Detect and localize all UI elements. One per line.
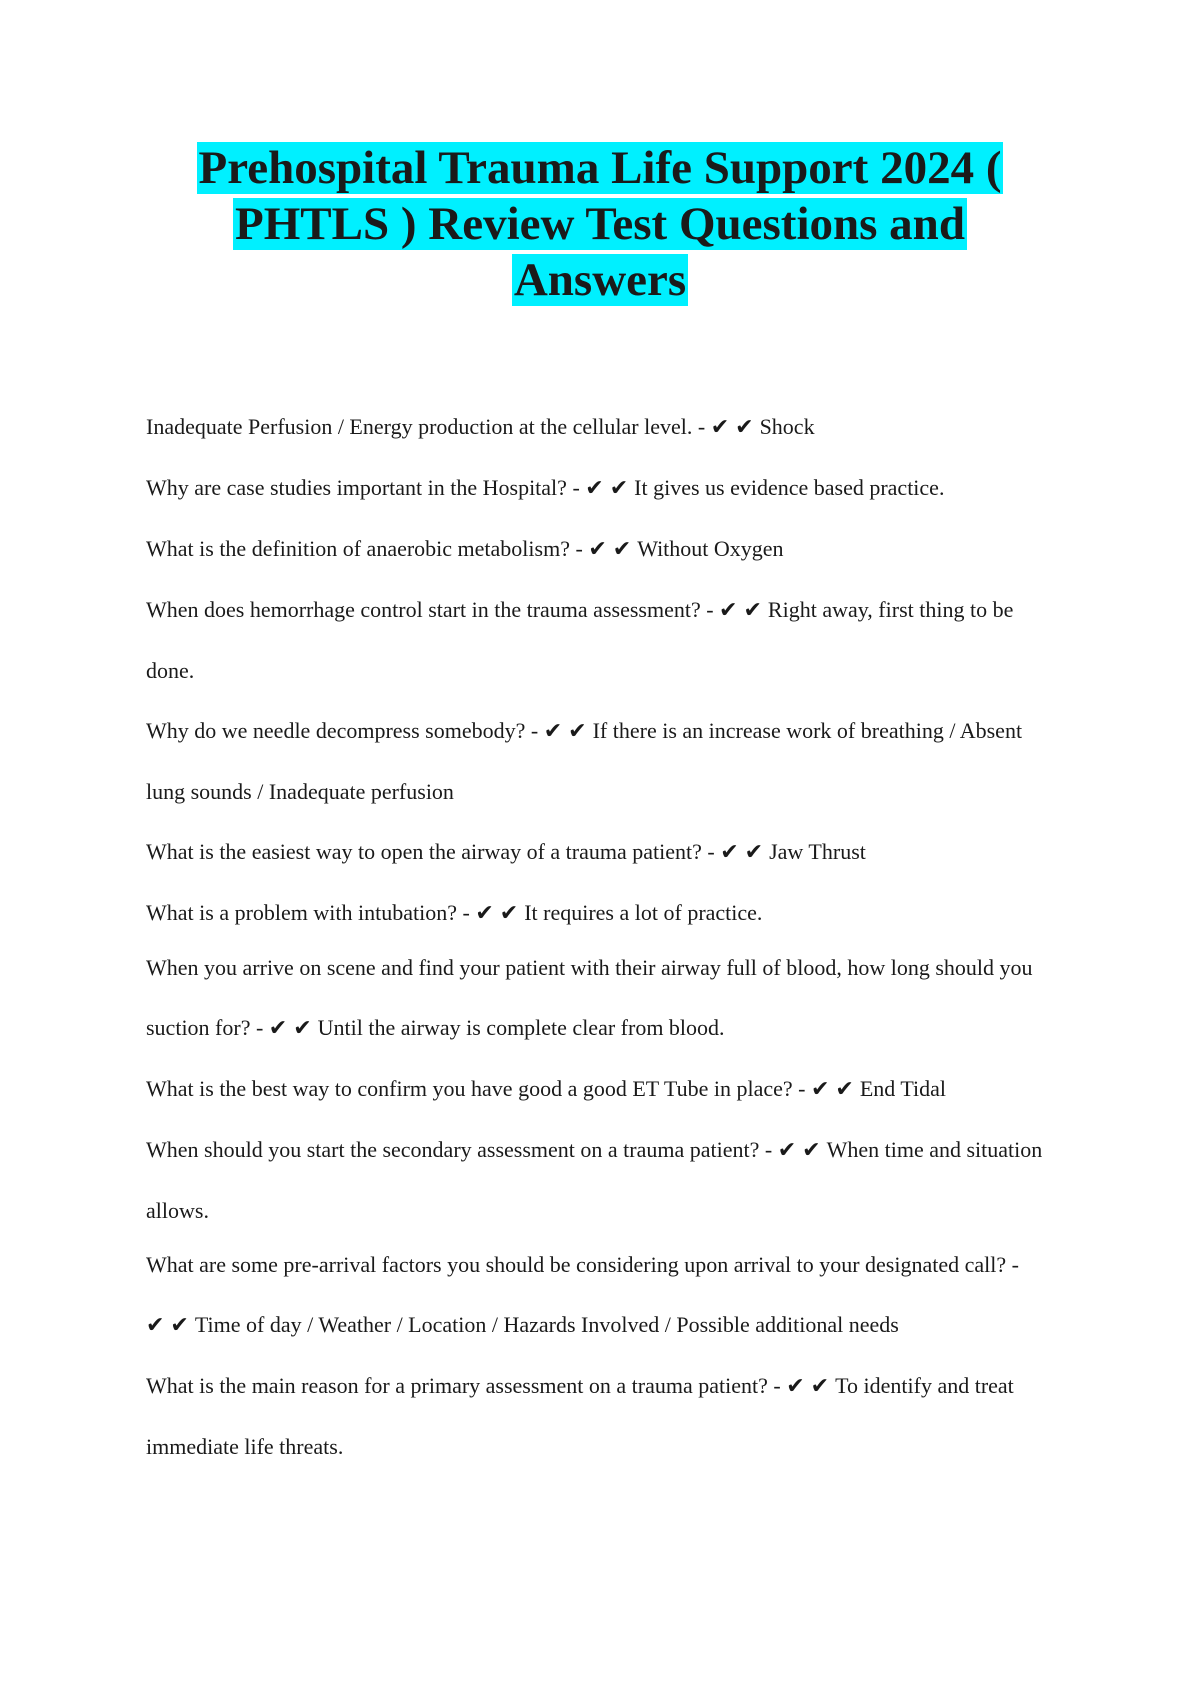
answer-text: Until the airway is complete clear from blood. (317, 1015, 725, 1040)
double-check-icon: ✔✔ (585, 476, 635, 501)
double-check-icon: ✔✔ (786, 1374, 836, 1399)
question-text: When does hemorrhage control start in the trauma assessment? (146, 597, 701, 622)
question-text: When you arrive on scene and find your patient with their airway full of blood, how long should you suction for? (146, 955, 1033, 1040)
answer-text: When time and situation allows. (146, 1137, 1043, 1223)
double-check-icon: ✔✔ (588, 537, 638, 562)
answer-text: Without Oxygen (637, 536, 784, 561)
answer-text: Time of day / Weather / Location / Hazards Involved / Possible additional needs (194, 1312, 899, 1337)
double-check-icon: ✔✔ (719, 598, 768, 623)
qa-list (146, 397, 1066, 1477)
qa-item: What is the main reason for a primary assessment on a trauma patient? - ✔✔To identify and treat immediate life threats. (146, 1373, 1014, 1459)
question-text: What is the main reason for a primary assessment on a trauma patient? (146, 1373, 768, 1398)
qa-item: What is the best way to confirm you have good a good ET Tube in place? - ✔✔End Tidal (146, 1076, 947, 1102)
qa-item: What are some pre-arrival factors you should be considering upon arrival to your designated call? - ✔✔Time of day / Weather / Location / Hazards Involved / Possible additional needs (146, 1252, 1019, 1338)
question-text: What are some pre-arrival factors you should be considering upon arrival to your designated call? (146, 1252, 1007, 1277)
answer-text: End Tidal (859, 1076, 947, 1101)
qa-item: Inadequate Perfusion / Energy production at the cellular level. - ✔✔Shock (146, 414, 815, 440)
answer-text: Jaw Thrust (769, 839, 866, 864)
answer-text: If there is an increase work of breathing / Absent lung sounds / Inadequate perfusion (146, 718, 1023, 804)
question-text: Inadequate Perfusion / Energy production at the cellular level. (146, 414, 693, 439)
qa-item: When should you start the secondary assessment on a trauma patient? - ✔✔When time and situation allows. (146, 1137, 1043, 1223)
qa-item: When does hemorrhage control start in the trauma assessment? - ✔✔Right away, first thing to be done. (146, 597, 1014, 683)
document-title (150, 140, 1050, 308)
qa-item: When you arrive on scene and find your patient with their airway full of blood, how long should you suction for? - ✔✔Until the airway is complete clear from blood. (146, 955, 1033, 1041)
qa-item: What is a problem with intubation? - ✔✔It requires a lot of practice. (146, 900, 763, 926)
answer-text: Right away, first thing to be done. (146, 597, 1014, 683)
question-text: What is the easiest way to open the airway of a trauma patient? (146, 839, 702, 864)
question-text: Why do we needle decompress somebody? (146, 718, 526, 743)
question-text: When should you start the secondary assessment on a trauma patient? (146, 1137, 760, 1162)
title-highlight: Prehospital Trauma Life Support 2024 ( PHTLS ) Review Test Questions and Answers (198, 142, 1002, 306)
qa-item: What is the easiest way to open the airway of a trauma patient? - ✔✔Jaw Thrust (146, 839, 866, 865)
qa-item: Why do we needle decompress somebody? - ✔✔If there is an increase work of breathing / Absent lung sounds / Inadequate perfusion (146, 718, 1023, 804)
double-check-icon: ✔✔ (810, 1077, 860, 1102)
double-check-icon: ✔✔ (475, 901, 525, 926)
double-check-icon: ✔✔ (710, 415, 760, 440)
question-text: What is a problem with intubation? (146, 900, 457, 925)
double-check-icon: ✔✔ (777, 1138, 827, 1163)
question-text: Why are case studies important in the Hospital? (146, 475, 567, 500)
double-check-icon: ✔✔ (268, 1016, 318, 1041)
answer-text: Shock (759, 414, 815, 439)
qa-item: Why are case studies important in the Hospital? - ✔✔It gives us evidence based practice. (146, 475, 945, 501)
double-check-icon: ✔✔ (146, 1313, 195, 1338)
question-text: What is the definition of anaerobic metabolism? (146, 536, 570, 561)
answer-text: It gives us evidence based practice. (634, 475, 945, 500)
question-text: What is the best way to confirm you have good a good ET Tube in place? (146, 1076, 793, 1101)
double-check-icon: ✔✔ (720, 840, 770, 865)
double-check-icon: ✔✔ (543, 719, 593, 744)
qa-item: What is the definition of anaerobic metabolism? - ✔✔Without Oxygen (146, 536, 784, 562)
answer-text: It requires a lot of practice. (524, 900, 763, 925)
answer-text: To identify and treat immediate life threats. (146, 1373, 1014, 1459)
